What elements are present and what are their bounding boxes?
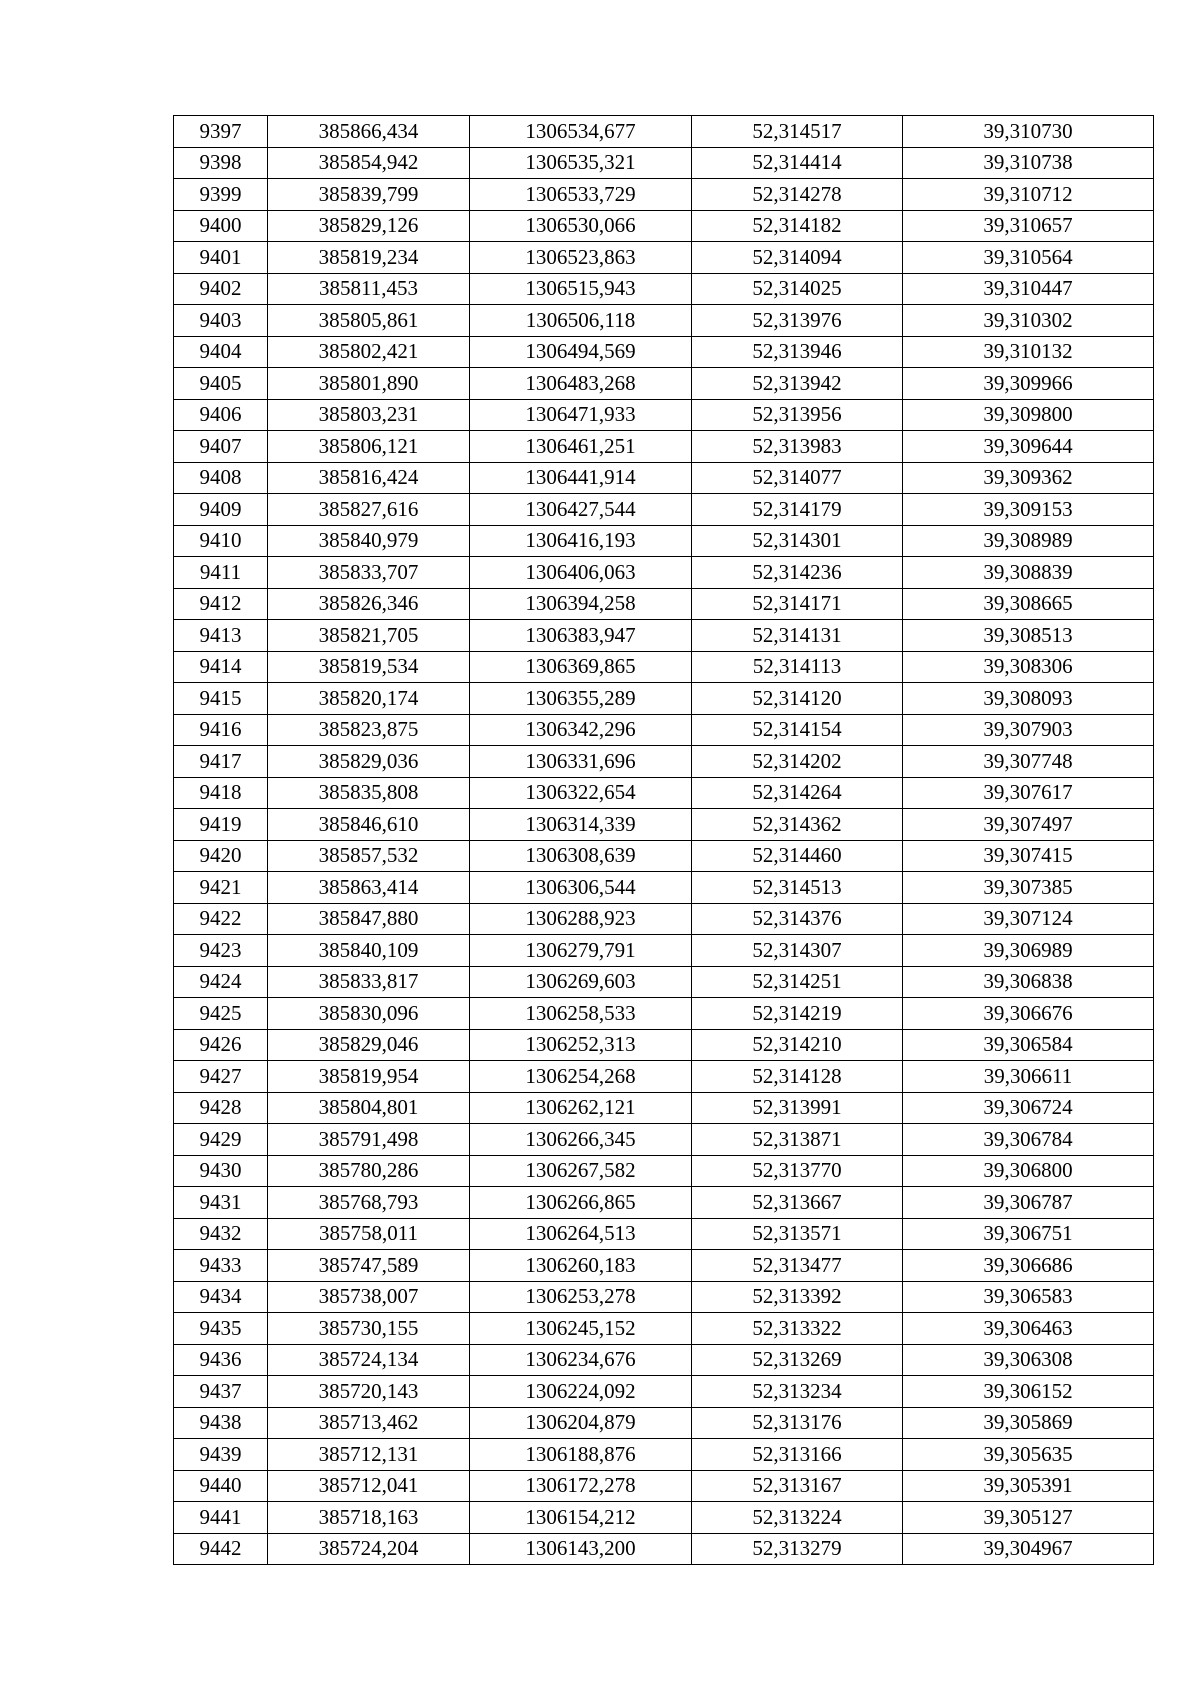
point-number-cell: 9436 [174,1344,268,1376]
y-coordinate-cell: 1306314,339 [470,809,692,841]
point-number-cell: 9408 [174,462,268,494]
latitude-cell: 52,314154 [692,714,903,746]
latitude-cell: 52,313946 [692,336,903,368]
table-row [174,1344,1154,1376]
point-number-cell: 9424 [174,966,268,998]
table-row [174,1533,1154,1565]
y-coordinate-cell: 1306143,200 [470,1533,692,1565]
longitude-cell: 39,306784 [903,1124,1154,1156]
y-coordinate-cell: 1306279,791 [470,935,692,967]
latitude-cell: 52,313571 [692,1218,903,1250]
x-coordinate-cell: 385804,801 [268,1092,470,1124]
table-row [174,651,1154,683]
point-number-cell: 9401 [174,242,268,274]
table-row [174,1281,1154,1313]
longitude-cell: 39,305635 [903,1439,1154,1471]
longitude-cell: 39,306611 [903,1061,1154,1093]
longitude-cell: 39,308839 [903,557,1154,589]
latitude-cell: 52,314128 [692,1061,903,1093]
table-row [174,620,1154,652]
x-coordinate-cell: 385821,705 [268,620,470,652]
longitude-cell: 39,306676 [903,998,1154,1030]
latitude-cell: 52,314301 [692,525,903,557]
table-row [174,1376,1154,1408]
longitude-cell: 39,308989 [903,525,1154,557]
y-coordinate-cell: 1306252,313 [470,1029,692,1061]
table-row [174,840,1154,872]
x-coordinate-cell: 385829,036 [268,746,470,778]
longitude-cell: 39,308513 [903,620,1154,652]
y-coordinate-cell: 1306506,118 [470,305,692,337]
x-coordinate-cell: 385816,424 [268,462,470,494]
table-row [174,431,1154,463]
table-row [174,1439,1154,1471]
table-row [174,1407,1154,1439]
coordinates-table-body [174,116,1154,1565]
y-coordinate-cell: 1306535,321 [470,147,692,179]
point-number-cell: 9423 [174,935,268,967]
coordinates-table [173,115,1154,1565]
point-number-cell: 9440 [174,1470,268,1502]
x-coordinate-cell: 385827,616 [268,494,470,526]
latitude-cell: 52,314077 [692,462,903,494]
table-row [174,1218,1154,1250]
latitude-cell: 52,314414 [692,147,903,179]
longitude-cell: 39,310447 [903,273,1154,305]
longitude-cell: 39,310302 [903,305,1154,337]
x-coordinate-cell: 385758,011 [268,1218,470,1250]
x-coordinate-cell: 385768,793 [268,1187,470,1219]
latitude-cell: 52,313983 [692,431,903,463]
longitude-cell: 39,307385 [903,872,1154,904]
table-row [174,557,1154,589]
point-number-cell: 9406 [174,399,268,431]
x-coordinate-cell: 385803,231 [268,399,470,431]
table-row [174,966,1154,998]
table-row [174,1187,1154,1219]
y-coordinate-cell: 1306383,947 [470,620,692,652]
y-coordinate-cell: 1306331,696 [470,746,692,778]
x-coordinate-cell: 385866,434 [268,116,470,148]
x-coordinate-cell: 385712,041 [268,1470,470,1502]
x-coordinate-cell: 385835,808 [268,777,470,809]
y-coordinate-cell: 1306245,152 [470,1313,692,1345]
latitude-cell: 52,313167 [692,1470,903,1502]
latitude-cell: 52,314307 [692,935,903,967]
x-coordinate-cell: 385847,880 [268,903,470,935]
point-number-cell: 9431 [174,1187,268,1219]
x-coordinate-cell: 385819,534 [268,651,470,683]
longitude-cell: 39,306584 [903,1029,1154,1061]
latitude-cell: 52,313224 [692,1502,903,1534]
y-coordinate-cell: 1306342,296 [470,714,692,746]
table-row [174,179,1154,211]
table-row [174,809,1154,841]
latitude-cell: 52,313176 [692,1407,903,1439]
longitude-cell: 39,309362 [903,462,1154,494]
x-coordinate-cell: 385819,954 [268,1061,470,1093]
point-number-cell: 9422 [174,903,268,935]
latitude-cell: 52,313269 [692,1344,903,1376]
table-row [174,116,1154,148]
longitude-cell: 39,309800 [903,399,1154,431]
x-coordinate-cell: 385712,131 [268,1439,470,1471]
table-row [174,588,1154,620]
longitude-cell: 39,310730 [903,116,1154,148]
longitude-cell: 39,306463 [903,1313,1154,1345]
x-coordinate-cell: 385724,134 [268,1344,470,1376]
y-coordinate-cell: 1306369,865 [470,651,692,683]
table-row [174,242,1154,274]
latitude-cell: 52,313667 [692,1187,903,1219]
x-coordinate-cell: 385829,046 [268,1029,470,1061]
point-number-cell: 9432 [174,1218,268,1250]
x-coordinate-cell: 385854,942 [268,147,470,179]
table-row [174,714,1154,746]
latitude-cell: 52,313279 [692,1533,903,1565]
latitude-cell: 52,314362 [692,809,903,841]
point-number-cell: 9429 [174,1124,268,1156]
latitude-cell: 52,314113 [692,651,903,683]
y-coordinate-cell: 1306254,268 [470,1061,692,1093]
y-coordinate-cell: 1306461,251 [470,431,692,463]
table-row [174,1313,1154,1345]
longitude-cell: 39,306308 [903,1344,1154,1376]
y-coordinate-cell: 1306258,533 [470,998,692,1030]
table-row [174,872,1154,904]
longitude-cell: 39,306724 [903,1092,1154,1124]
y-coordinate-cell: 1306266,345 [470,1124,692,1156]
table-row [174,305,1154,337]
y-coordinate-cell: 1306188,876 [470,1439,692,1471]
y-coordinate-cell: 1306288,923 [470,903,692,935]
longitude-cell: 39,307903 [903,714,1154,746]
point-number-cell: 9402 [174,273,268,305]
x-coordinate-cell: 385805,861 [268,305,470,337]
longitude-cell: 39,307497 [903,809,1154,841]
y-coordinate-cell: 1306154,212 [470,1502,692,1534]
longitude-cell: 39,308093 [903,683,1154,715]
x-coordinate-cell: 385839,799 [268,179,470,211]
point-number-cell: 9417 [174,746,268,778]
latitude-cell: 52,313770 [692,1155,903,1187]
x-coordinate-cell: 385820,174 [268,683,470,715]
y-coordinate-cell: 1306471,933 [470,399,692,431]
table-row [174,1470,1154,1502]
latitude-cell: 52,313871 [692,1124,903,1156]
longitude-cell: 39,306152 [903,1376,1154,1408]
latitude-cell: 52,313942 [692,368,903,400]
x-coordinate-cell: 385840,109 [268,935,470,967]
point-number-cell: 9441 [174,1502,268,1534]
point-number-cell: 9404 [174,336,268,368]
x-coordinate-cell: 385801,890 [268,368,470,400]
point-number-cell: 9409 [174,494,268,526]
y-coordinate-cell: 1306494,569 [470,336,692,368]
point-number-cell: 9397 [174,116,268,148]
longitude-cell: 39,306989 [903,935,1154,967]
y-coordinate-cell: 1306427,544 [470,494,692,526]
longitude-cell: 39,310132 [903,336,1154,368]
y-coordinate-cell: 1306483,268 [470,368,692,400]
x-coordinate-cell: 385846,610 [268,809,470,841]
latitude-cell: 52,313976 [692,305,903,337]
longitude-cell: 39,307124 [903,903,1154,935]
latitude-cell: 52,313166 [692,1439,903,1471]
point-number-cell: 9433 [174,1250,268,1282]
x-coordinate-cell: 385780,286 [268,1155,470,1187]
latitude-cell: 52,314219 [692,998,903,1030]
table-row [174,1250,1154,1282]
latitude-cell: 52,314179 [692,494,903,526]
x-coordinate-cell: 385857,532 [268,840,470,872]
y-coordinate-cell: 1306262,121 [470,1092,692,1124]
table-row [174,998,1154,1030]
latitude-cell: 52,314171 [692,588,903,620]
point-number-cell: 9427 [174,1061,268,1093]
longitude-cell: 39,306686 [903,1250,1154,1282]
y-coordinate-cell: 1306234,676 [470,1344,692,1376]
latitude-cell: 52,314278 [692,179,903,211]
longitude-cell: 39,308306 [903,651,1154,683]
y-coordinate-cell: 1306523,863 [470,242,692,274]
y-coordinate-cell: 1306224,092 [470,1376,692,1408]
longitude-cell: 39,309644 [903,431,1154,463]
longitude-cell: 39,306800 [903,1155,1154,1187]
latitude-cell: 52,314094 [692,242,903,274]
x-coordinate-cell: 385730,155 [268,1313,470,1345]
longitude-cell: 39,307617 [903,777,1154,809]
longitude-cell: 39,304967 [903,1533,1154,1565]
y-coordinate-cell: 1306267,582 [470,1155,692,1187]
x-coordinate-cell: 385863,414 [268,872,470,904]
x-coordinate-cell: 385829,126 [268,210,470,242]
point-number-cell: 9416 [174,714,268,746]
point-number-cell: 9434 [174,1281,268,1313]
x-coordinate-cell: 385802,421 [268,336,470,368]
longitude-cell: 39,305391 [903,1470,1154,1502]
x-coordinate-cell: 385724,204 [268,1533,470,1565]
point-number-cell: 9430 [174,1155,268,1187]
table-row [174,683,1154,715]
point-number-cell: 9415 [174,683,268,715]
latitude-cell: 52,314236 [692,557,903,589]
point-number-cell: 9411 [174,557,268,589]
table-row [174,1061,1154,1093]
longitude-cell: 39,310657 [903,210,1154,242]
longitude-cell: 39,306838 [903,966,1154,998]
longitude-cell: 39,305127 [903,1502,1154,1534]
point-number-cell: 9420 [174,840,268,872]
y-coordinate-cell: 1306269,603 [470,966,692,998]
latitude-cell: 52,313991 [692,1092,903,1124]
table-row [174,935,1154,967]
latitude-cell: 52,313392 [692,1281,903,1313]
y-coordinate-cell: 1306533,729 [470,179,692,211]
point-number-cell: 9412 [174,588,268,620]
latitude-cell: 52,314513 [692,872,903,904]
latitude-cell: 52,314025 [692,273,903,305]
point-number-cell: 9400 [174,210,268,242]
table-row [174,147,1154,179]
latitude-cell: 52,314251 [692,966,903,998]
latitude-cell: 52,314460 [692,840,903,872]
x-coordinate-cell: 385830,096 [268,998,470,1030]
table-row [174,777,1154,809]
point-number-cell: 9442 [174,1533,268,1565]
x-coordinate-cell: 385718,163 [268,1502,470,1534]
table-row [174,903,1154,935]
x-coordinate-cell: 385713,462 [268,1407,470,1439]
point-number-cell: 9421 [174,872,268,904]
point-number-cell: 9435 [174,1313,268,1345]
y-coordinate-cell: 1306534,677 [470,116,692,148]
point-number-cell: 9413 [174,620,268,652]
point-number-cell: 9418 [174,777,268,809]
longitude-cell: 39,308665 [903,588,1154,620]
y-coordinate-cell: 1306308,639 [470,840,692,872]
latitude-cell: 52,313322 [692,1313,903,1345]
table-row [174,368,1154,400]
latitude-cell: 52,314264 [692,777,903,809]
latitude-cell: 52,313956 [692,399,903,431]
longitude-cell: 39,306787 [903,1187,1154,1219]
y-coordinate-cell: 1306172,278 [470,1470,692,1502]
table-row [174,525,1154,557]
x-coordinate-cell: 385806,121 [268,431,470,463]
y-coordinate-cell: 1306260,183 [470,1250,692,1282]
y-coordinate-cell: 1306530,066 [470,210,692,242]
table-row [174,1502,1154,1534]
y-coordinate-cell: 1306306,544 [470,872,692,904]
table-row [174,210,1154,242]
point-number-cell: 9428 [174,1092,268,1124]
point-number-cell: 9439 [174,1439,268,1471]
y-coordinate-cell: 1306441,914 [470,462,692,494]
x-coordinate-cell: 385833,817 [268,966,470,998]
x-coordinate-cell: 385811,453 [268,273,470,305]
point-number-cell: 9407 [174,431,268,463]
latitude-cell: 52,313477 [692,1250,903,1282]
y-coordinate-cell: 1306204,879 [470,1407,692,1439]
y-coordinate-cell: 1306264,513 [470,1218,692,1250]
x-coordinate-cell: 385791,498 [268,1124,470,1156]
longitude-cell: 39,310712 [903,179,1154,211]
table-row [174,336,1154,368]
table-row [174,1029,1154,1061]
x-coordinate-cell: 385720,143 [268,1376,470,1408]
latitude-cell: 52,314120 [692,683,903,715]
table-row [174,273,1154,305]
table-row [174,1092,1154,1124]
x-coordinate-cell: 385833,707 [268,557,470,589]
x-coordinate-cell: 385840,979 [268,525,470,557]
point-number-cell: 9437 [174,1376,268,1408]
table-row [174,1124,1154,1156]
x-coordinate-cell: 385819,234 [268,242,470,274]
point-number-cell: 9426 [174,1029,268,1061]
table-row [174,494,1154,526]
longitude-cell: 39,310738 [903,147,1154,179]
y-coordinate-cell: 1306416,193 [470,525,692,557]
latitude-cell: 52,314517 [692,116,903,148]
point-number-cell: 9414 [174,651,268,683]
point-number-cell: 9419 [174,809,268,841]
latitude-cell: 52,314182 [692,210,903,242]
y-coordinate-cell: 1306322,654 [470,777,692,809]
x-coordinate-cell: 385747,589 [268,1250,470,1282]
y-coordinate-cell: 1306266,865 [470,1187,692,1219]
longitude-cell: 39,305869 [903,1407,1154,1439]
table-row [174,1155,1154,1187]
latitude-cell: 52,314210 [692,1029,903,1061]
point-number-cell: 9410 [174,525,268,557]
longitude-cell: 39,306751 [903,1218,1154,1250]
latitude-cell: 52,314131 [692,620,903,652]
point-number-cell: 9425 [174,998,268,1030]
point-number-cell: 9399 [174,179,268,211]
longitude-cell: 39,309153 [903,494,1154,526]
latitude-cell: 52,314202 [692,746,903,778]
y-coordinate-cell: 1306515,943 [470,273,692,305]
longitude-cell: 39,310564 [903,242,1154,274]
point-number-cell: 9438 [174,1407,268,1439]
longitude-cell: 39,307415 [903,840,1154,872]
point-number-cell: 9403 [174,305,268,337]
table-row [174,462,1154,494]
x-coordinate-cell: 385826,346 [268,588,470,620]
table-row [174,746,1154,778]
y-coordinate-cell: 1306406,063 [470,557,692,589]
x-coordinate-cell: 385823,875 [268,714,470,746]
table-row [174,399,1154,431]
point-number-cell: 9398 [174,147,268,179]
point-number-cell: 9405 [174,368,268,400]
y-coordinate-cell: 1306253,278 [470,1281,692,1313]
latitude-cell: 52,313234 [692,1376,903,1408]
longitude-cell: 39,307748 [903,746,1154,778]
y-coordinate-cell: 1306355,289 [470,683,692,715]
x-coordinate-cell: 385738,007 [268,1281,470,1313]
longitude-cell: 39,306583 [903,1281,1154,1313]
y-coordinate-cell: 1306394,258 [470,588,692,620]
longitude-cell: 39,309966 [903,368,1154,400]
latitude-cell: 52,314376 [692,903,903,935]
